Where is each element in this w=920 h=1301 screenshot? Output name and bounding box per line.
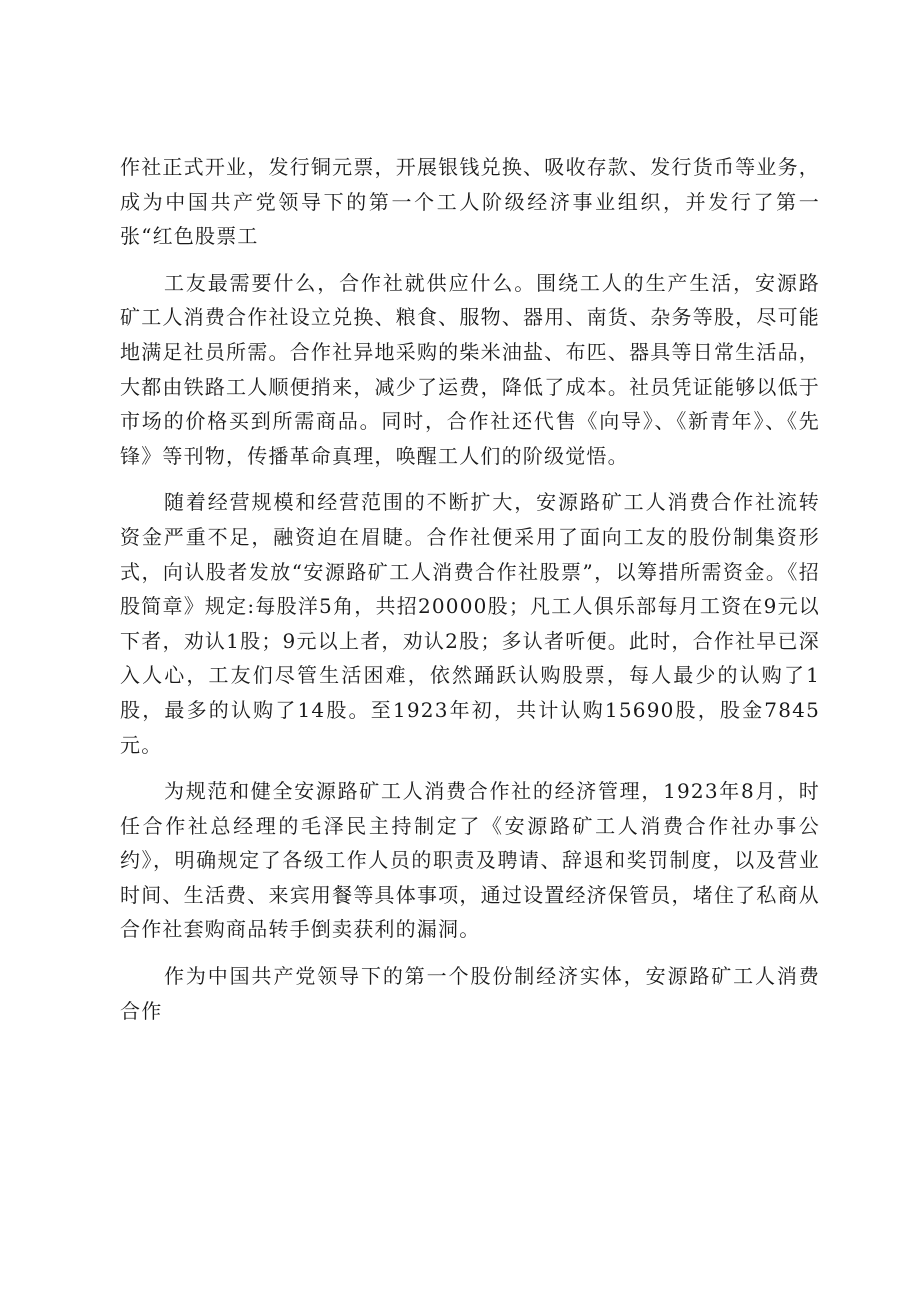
body-text (120, 150, 820, 1040)
paragraph-1: 作社正式开业，发行铜元票，开展银钱兑换、吸收存款、发行货币等业务，成为中国共产党领导下的第一个工人阶级经济事业组织，并发行了第一张“红色股票工 (120, 155, 820, 249)
paragraph-3: 随着经营规模和经营范围的不断扩大，安源路矿工人消费合作社流转资金严重不足，融资迫在眉睫。合作社便采用了面向工友的股份制集资形式，向认股者发放“安源路矿工人消费合作社股票”，以筹措所需资金。《招股简章》规定:每股洋5角，共招20000股；凡工人俱乐部每月工资在9元以下者，劝认1股；9元以上者，劝认2股；多认者听便。此时，合作社早已深入人心，工友们尽管生活困难，依然踊跃认购股票，每人最少的认购了1股，最多的认购了14股。至1923年初，共计认购15690股，股金7845元。 (120, 490, 820, 757)
paragraph-5: 作为中国共产党领导下的第一个股份制经济实体，安源路矿工人消费合作 (120, 964, 820, 1023)
paragraph-2: 工友最需要什么，合作社就供应什么。围绕工人的生产生活，安源路矿工人消费合作社设立兑换、粮食、服物、器用、南货、杂务等股，尽可能地满足社员所需。合作社异地采购的柴米油盐、布匹、器具等日常生活品，大都由铁路工人顺便捎来，减少了运费，降低了成本。社员凭证能够以低于市场的价格买到所需商品。同时，合作社还代售《向导》、《新青年》、《先锋》等刊物，传播革命真理，唤醒工人们的阶级觉悟。 (120, 270, 820, 468)
paragraph-4: 为规范和健全安源路矿工人消费合作社的经济管理，1923年8月，时任合作社总经理的毛泽民主持制定了《安源路矿工人消费合作社办事公约》，明确规定了各级工作人员的职责及聘请、辞退和奖罚制度，以及营业时间、生活费、来宾用餐等具体事项，通过设置经济保管员，堵住了私商从合作社套购商品转手倒卖获利的漏洞。 (120, 779, 820, 942)
